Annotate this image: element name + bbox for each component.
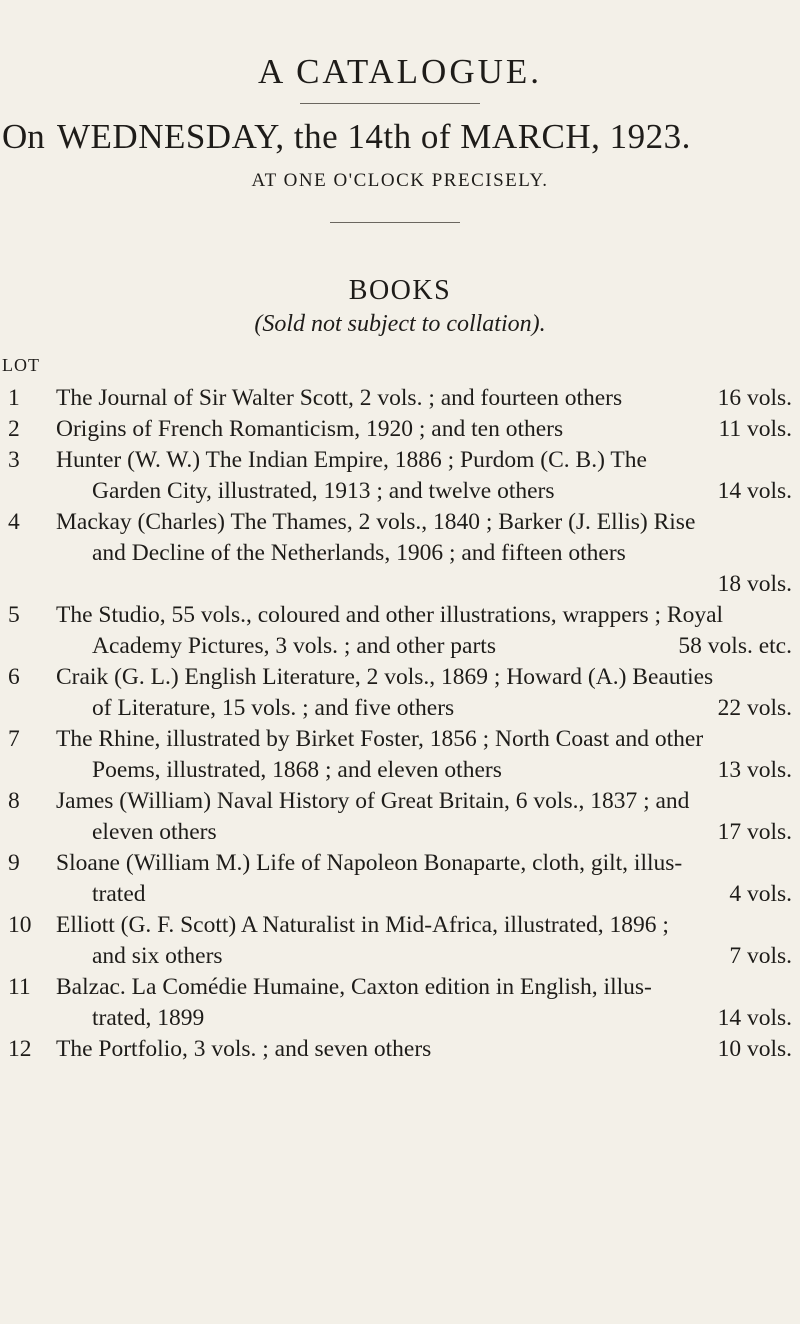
lot-volumes: 7 vols. (729, 943, 792, 969)
lot-description-cont: and Decline of the Netherlands, 1906 ; and fifteen others (92, 540, 626, 566)
catalogue-title: A CATALOGUE. (257, 52, 543, 91)
lot-description: The Studio, 55 vols., coloured and other illustrations, wrappers ; Royal (56, 602, 724, 628)
lot-volumes: 16 vols. (717, 385, 792, 411)
lot-number: 2 (8, 416, 20, 442)
lot-volumes: 17 vols. (717, 819, 792, 845)
lot-description-cont: trated, 1899 (92, 1005, 205, 1031)
lot-description: The Rhine, illustrated by Birket Foster, 1856 ; North Coast and other (56, 726, 704, 752)
lot-volumes: 18 vols. (717, 571, 792, 597)
lot-number: 3 (8, 447, 20, 473)
divider (330, 222, 460, 223)
date-prefix: On (2, 117, 45, 156)
lot-description: The Journal of Sir Walter Scott, 2 vols. ; and fourteen others (56, 385, 623, 411)
lot-description: Craik (G. L.) English Literature, 2 vols., 1869 ; Howard (A.) Beauties (56, 664, 714, 690)
lot-number: 8 (8, 788, 20, 814)
lot-volumes: 14 vols. (717, 478, 792, 504)
lot-number: 12 (8, 1036, 32, 1062)
lot-description: James (William) Naval History of Great Britain, 6 vols., 1837 ; and (56, 788, 690, 814)
lot-volumes: 14 vols. (717, 1005, 792, 1031)
lot-number: 4 (8, 509, 20, 535)
lot-number: 6 (8, 664, 20, 690)
lot-number: 9 (8, 850, 20, 876)
lot-description: The Portfolio, 3 vols. ; and seven others (56, 1036, 432, 1062)
lot-volumes: 58 vols. etc. (678, 633, 792, 659)
lot-description: Hunter (W. W.) The Indian Empire, 1886 ; Purdom (C. B.) The (56, 447, 647, 473)
lot-number: 5 (8, 602, 20, 628)
lot-description: Origins of French Romanticism, 1920 ; and ten others (56, 416, 564, 442)
lot-description: Mackay (Charles) The Thames, 2 vols., 1840 ; Barker (J. Ellis) Rise (56, 509, 696, 535)
lot-description-cont: Poems, illustrated, 1868 ; and eleven others (92, 757, 502, 783)
sale-date: WEDNESDAY, the 14th of MARCH, 1923. (57, 117, 691, 156)
lot-description: Elliott (G. F. Scott) A Naturalist in Mid-Africa, illustrated, 1896 ; (56, 912, 669, 938)
lot-column-heading: LOT (2, 355, 40, 375)
section-title: BOOKS (348, 275, 452, 306)
lot-description: Balzac. La Comédie Humaine, Caxton edition in English, illus- (56, 974, 652, 1000)
lot-description-cont: eleven others (92, 819, 217, 845)
lot-volumes: 11 vols. (718, 416, 792, 442)
lot-description-cont: trated (92, 881, 146, 907)
lot-description-cont: of Literature, 15 vols. ; and five others (92, 695, 455, 721)
lot-volumes: 4 vols. (729, 881, 792, 907)
sale-time: AT ONE O'CLOCK PRECISELY. (251, 170, 549, 191)
lot-number: 7 (8, 726, 20, 752)
divider (300, 103, 480, 104)
lot-description-cont: Garden City, illustrated, 1913 ; and twelve others (92, 478, 555, 504)
lot-volumes: 13 vols. (717, 757, 792, 783)
lot-number: 10 (8, 912, 32, 938)
lot-volumes: 22 vols. (717, 695, 792, 721)
lot-number: 11 (8, 974, 31, 1000)
lot-description-cont: and six others (92, 943, 223, 969)
lot-description: Sloane (William M.) Life of Napoleon Bonaparte, cloth, gilt, illus- (56, 850, 683, 876)
lot-number: 1 (8, 385, 20, 411)
section-note: (Sold not subject to collation). (254, 311, 546, 337)
lot-volumes: 10 vols. (717, 1036, 792, 1062)
lot-description-cont: Academy Pictures, 3 vols. ; and other parts (92, 633, 496, 659)
